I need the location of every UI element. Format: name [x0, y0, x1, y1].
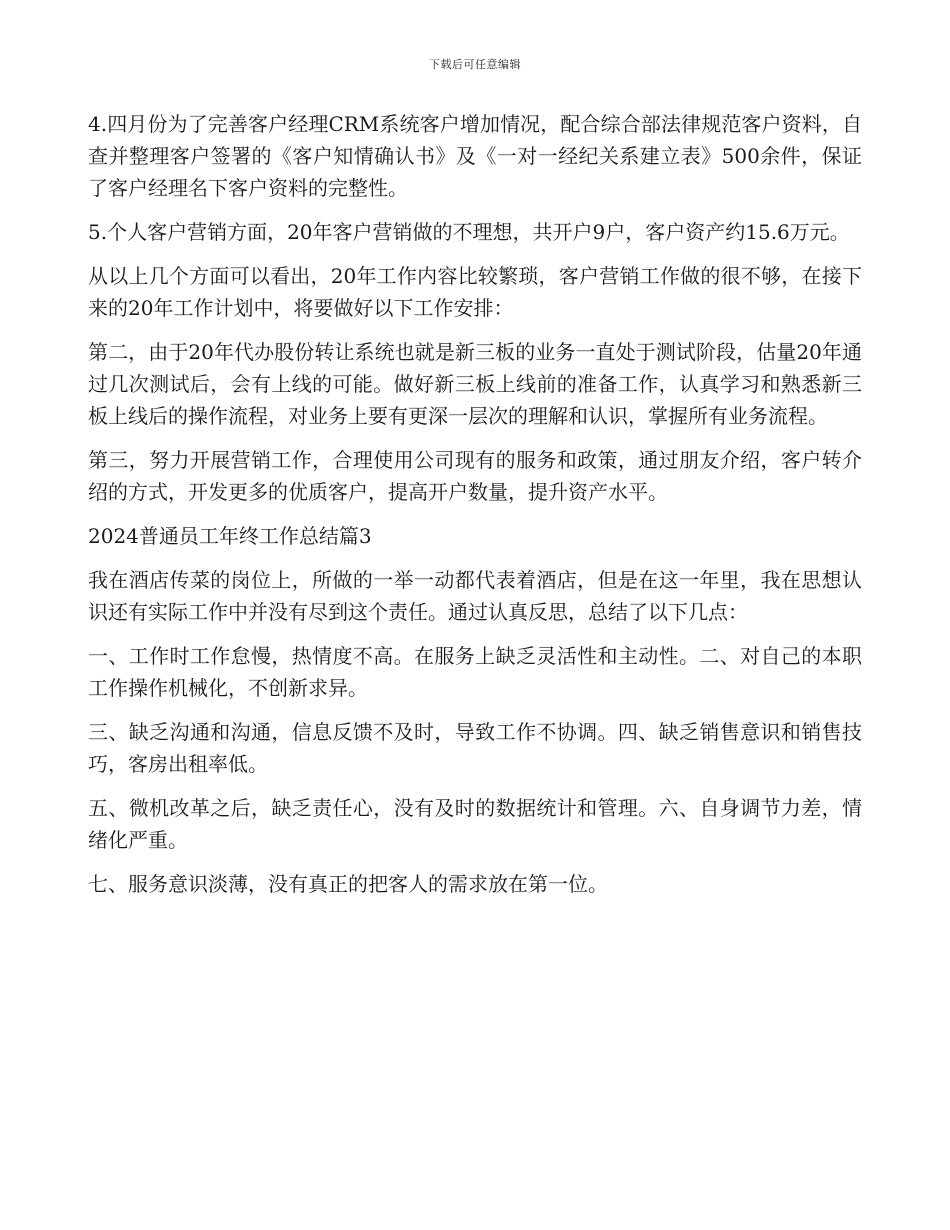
paragraph-item-5: 5.个人客户营销方面，20年客户营销做的不理想，共开户9户，客户资产约15.6万元。: [88, 220, 850, 244]
paragraph-summary: 从以上几个方面可以看出，20年工作内容比较繁琐，客户营销工作做的很不够，在接下来的20年工作计划中，将要做好以下工作安排：: [88, 264, 862, 320]
page-header: 下载后可任意编辑: [429, 58, 521, 71]
paragraph-point-7: 七、服务意识淡薄，没有真正的把客人的需求放在第一位。: [88, 872, 608, 896]
paragraph-second: 第二，由于20年代办股份转让系统也就是新三板的业务一直处于测试阶段，估量20年通过几次测试后，会有上线的可能。做好新三板上线前的准备工作，认真学习和熟悉新三板上线后的操作流程，对业务上要有更深一层次的理解和认识，掌握所有业务流程。: [88, 340, 862, 428]
document-body: [88, 108, 862, 912]
paragraph-item-4: 4.四月份为了完善客户经理CRM系统客户增加情况，配合综合部法律规范客户资料，自查并整理客户签署的《客户知情确认书》及《一对一经纪关系建立表》500余件，保证了客户经理名下客户资料的完整性。: [88, 112, 862, 200]
paragraph-points-1-2: 一、工作时工作怠慢，热情度不高。在服务上缺乏灵活性和主动性。二、对自己的本职工作操作机械化，不创新求异。: [88, 644, 862, 700]
paragraph-points-3-4: 三、缺乏沟通和沟通，信息反馈不及时，导致工作不协调。四、缺乏销售意识和销售技巧，客房出租率低。: [88, 720, 862, 776]
paragraph-points-5-6: 五、微机改革之后，缺乏责任心，没有及时的数据统计和管理。六、自身调节力差，情绪化严重。: [88, 796, 862, 852]
paragraph-intro: 我在酒店传菜的岗位上，所做的一举一动都代表着酒店，但是在这一年里，我在思想认识还有实际工作中并没有尽到这个责任。通过认真反思，总结了以下几点：: [88, 568, 862, 624]
paragraph-third: 第三，努力开展营销工作，合理使用公司现有的服务和政策，通过朋友介绍，客户转介绍的方式，开发更多的优质客户，提高开户数量，提升资产水平。: [88, 448, 862, 504]
section-heading: 2024普通员工年终工作总结篇3: [88, 524, 372, 548]
